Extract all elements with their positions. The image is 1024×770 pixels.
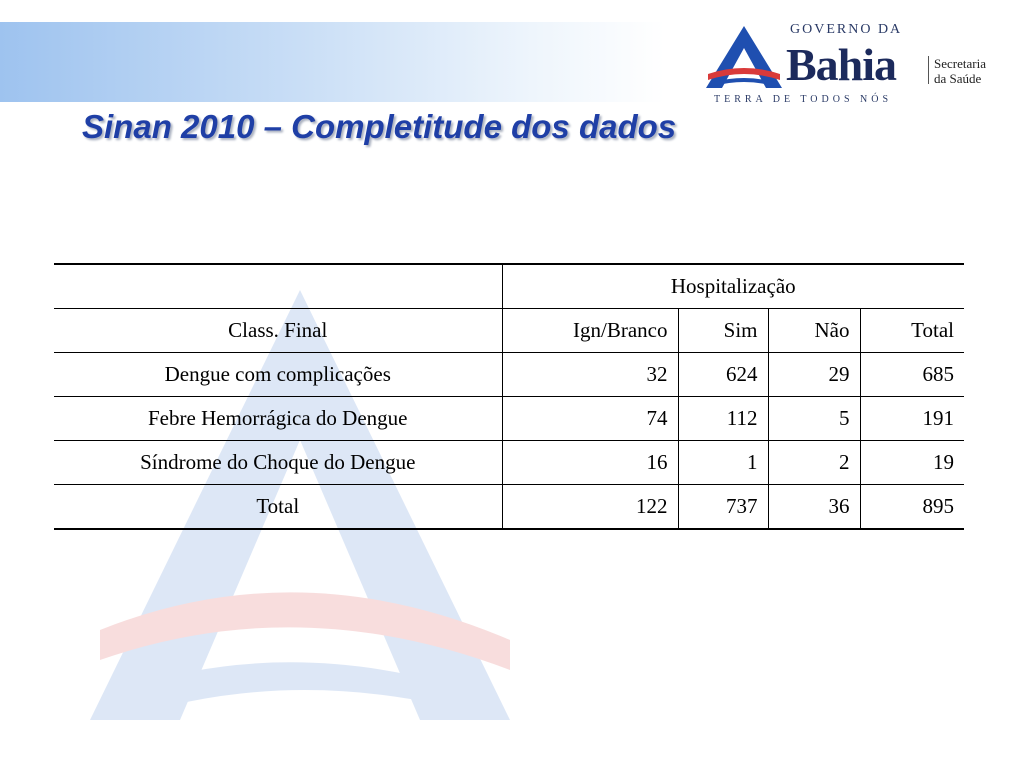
logo-tagline: TERRA DE TODOS NÓS (714, 94, 893, 105)
hospitalizacao-header: Hospitalização (502, 264, 964, 309)
table-group-header-row (54, 264, 964, 309)
class-final-header: Class. Final (54, 309, 502, 353)
column-header-nao: Não (768, 309, 860, 353)
logo-secretaria (934, 56, 986, 86)
table-row (54, 353, 964, 397)
cell-sim: 1 (678, 441, 768, 485)
cell-nao: 5 (768, 397, 860, 441)
column-header-sim: Sim (678, 309, 768, 353)
cell-ign-branco: 32 (502, 353, 678, 397)
cell-ign-branco: 122 (502, 485, 678, 530)
cell-sim: 737 (678, 485, 768, 530)
table-corner-cell (54, 264, 502, 309)
cell-total: 685 (860, 353, 964, 397)
cell-total: 19 (860, 441, 964, 485)
row-label: Síndrome do Choque do Dengue (54, 441, 502, 485)
column-header-total: Total (860, 309, 964, 353)
cell-ign-branco: 16 (502, 441, 678, 485)
header-gradient-band (0, 22, 665, 102)
table-row (54, 397, 964, 441)
row-label: Total (54, 485, 502, 530)
logo-divider (928, 56, 929, 84)
logo-bahia-text: Bahia (786, 39, 897, 90)
cell-nao: 29 (768, 353, 860, 397)
logo-secretaria-line1: Secretaria (934, 56, 986, 71)
column-header-ign-branco: Ign/Branco (502, 309, 678, 353)
bahia-triangle-icon (704, 24, 784, 90)
cell-sim: 624 (678, 353, 768, 397)
table-row (54, 441, 964, 485)
cell-nao: 36 (768, 485, 860, 530)
cell-total: 191 (860, 397, 964, 441)
logo-secretaria-line2: da Saúde (934, 71, 982, 86)
cell-sim: 112 (678, 397, 768, 441)
logo-governo-text: GOVERNO DA (790, 22, 903, 37)
cell-nao: 2 (768, 441, 860, 485)
table-total-row (54, 485, 964, 530)
governo-bahia-logo (700, 20, 1010, 110)
row-label: Febre Hemorrágica do Dengue (54, 397, 502, 441)
row-label: Dengue com complicações (54, 353, 502, 397)
table-header-row (54, 309, 964, 353)
cell-ign-branco: 74 (502, 397, 678, 441)
cell-total: 895 (860, 485, 964, 530)
page-title: Sinan 2010 – Completitude dos dados (82, 108, 677, 145)
completitude-table (54, 263, 964, 530)
